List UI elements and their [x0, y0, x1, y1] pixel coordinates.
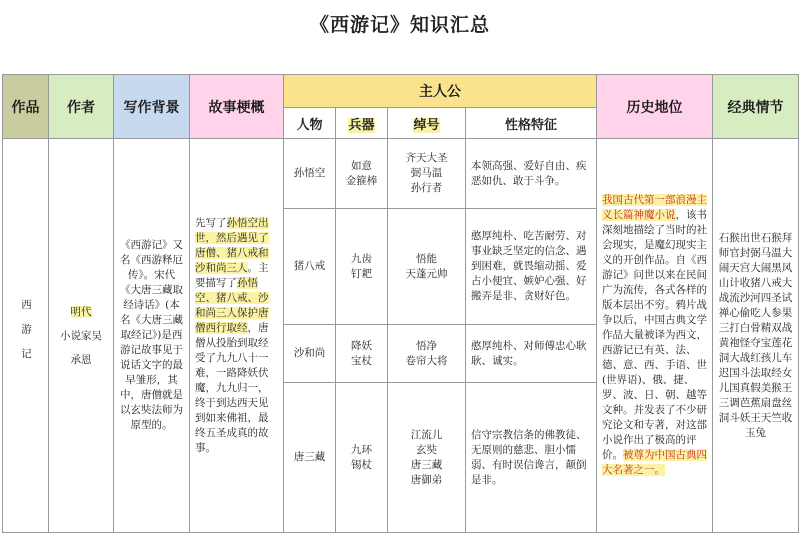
table-row [3, 139, 799, 209]
page-title: 《西游记》知识汇总 [309, 14, 490, 36]
author-cell [49, 139, 114, 533]
plot-intro: 先写了 [195, 216, 227, 229]
header-classic: 经典情节 [713, 75, 799, 139]
char-name: 猪八戒 [284, 209, 336, 325]
background-cell [114, 139, 190, 533]
char-alias: 悟净 卷帘大将 [388, 325, 466, 383]
header-plot: 故事梗概 [190, 75, 284, 139]
knowledge-table [2, 74, 799, 533]
char-traits: 信守宗教信条的佛教徒、无原则的慈悲、胆小懦弱、有时误信谗言，颠倒是非。 [466, 383, 597, 533]
header-protagonists: 主人公 [284, 75, 597, 108]
char-alias: 江流儿 玄奘 唐三藏 唐御弟 [388, 383, 466, 533]
header-history: 历史地位 [597, 75, 713, 139]
author-name: 承恩 [70, 353, 92, 366]
char-alias: 齐天大圣 弼马温 孙行者 [388, 139, 466, 209]
char-traits: 本领高强、爱好自由、疾恶如仇、敢于斗争。 [466, 139, 597, 209]
char-alias: 悟能 天蓬元帅 [388, 209, 466, 325]
classic-cell [713, 139, 799, 533]
plot-cell [190, 139, 284, 533]
history-body: ，该书深刻地描绘了当时的社会现实，是魔幻现实主义的开创作品。自《西游记》问世以来在民间广为流传，各式各样的版本层出不穷。鸦片战争以后，中国古典文学作品大量被译为西文，西游记已有英、法、德、意、西、手语、世(世界语)、俄、捷、罗、波、日、朝、越等文种。并发表了不少研究论文和专著，对这部小说作出了极高的评价。 [602, 209, 707, 461]
history-cell [597, 139, 713, 533]
header-author: 作者 [49, 75, 114, 139]
plot-rest: ，唐僧从投胎到取经受了九九八十一难，一路降妖伏魔，九九归一，终于到达西天见到如来佛祖，最终五圣成真的故事。 [195, 321, 269, 454]
char-weapon: 九齿 钉耙 [336, 209, 388, 325]
plot-mid: 。主要描写了 [195, 261, 269, 289]
header-background: 写作背景 [114, 75, 190, 139]
background-text: 《西游记》又名《西游释厄传》。宋代《大唐三藏取经诗话》(本名《大唐三藏取经记》)是西游记故事见于说话文字的最早雏形，其中，唐僧就是以玄奘法师为原型的。 [120, 239, 183, 431]
work-name: 西游记 [20, 298, 32, 373]
history-highlight-2: 被尊为中国古典四大名著之一。 [602, 449, 707, 476]
subheader-person: 人物 [284, 108, 336, 139]
author-desc: 小说家吴 [60, 329, 102, 342]
author-dynasty: 明代 [70, 305, 92, 318]
subheader-traits: 性格特征 [466, 108, 597, 139]
header-row [3, 75, 799, 108]
char-traits: 憨厚纯朴、吃苦耐劳、对事业缺乏坚定的信念、遇到困难，就畏缩动摇、爱占小便宜、嫉妒心强、好搬弄是非、贪财好色。 [466, 209, 597, 325]
char-name: 沙和尚 [284, 325, 336, 383]
subheader-weapon: 兵器 [336, 108, 388, 139]
char-name: 孙悟空 [284, 139, 336, 209]
char-weapon: 降妖 宝杖 [336, 325, 388, 383]
work-cell [3, 139, 49, 533]
char-traits: 憨厚纯朴、对师傅忠心耿耿、诚实。 [466, 325, 597, 383]
char-weapon: 九环 锡杖 [336, 383, 388, 533]
plot-highlight-1: 孙悟空出世，然后遇见了唐僧、猪八戒和沙和尚三人 [195, 216, 269, 274]
plot-highlight-2: 孙悟空、猪八戒、沙和尚三人保护唐僧西行取经 [195, 276, 269, 334]
subheader-alias: 绰号 [388, 108, 466, 139]
char-weapon: 如意 金箍棒 [336, 139, 388, 209]
history-highlight-1: 我国古代第一部浪漫主义长篇神魔小说 [602, 194, 707, 221]
header-work: 作品 [3, 75, 49, 139]
char-name: 唐三藏 [284, 383, 336, 533]
classic-text: 石猴出世石猴拜师官封弼马温大闹天宫大闹黑风山计收猪八戒大战流沙河四圣试禅心偷吃人参果三打白骨精双战黄袍怪夺宝莲花洞大战红孩儿车迟国斗法取经女儿国真假美猴王三调芭蕉扇盘丝洞斗妖王天竺收玉兔 [718, 231, 793, 439]
